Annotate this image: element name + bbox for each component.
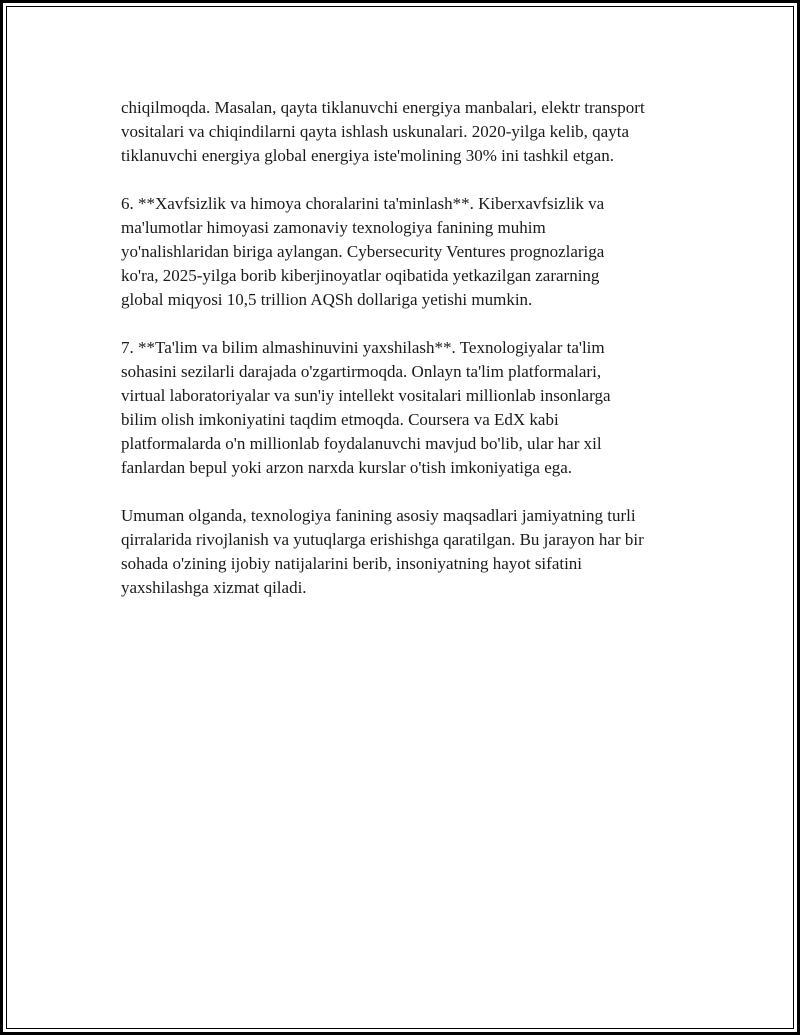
text-line: chiqilmoqda. Masalan, qayta tiklanuvchi energiya manbalari, elektr transport xyxy=(121,98,645,117)
paragraph-spacer xyxy=(121,312,701,336)
text-line: qirralarida rivojlanish va yutuqlarga erishishga qaratilgan. Bu jarayon har bir xyxy=(121,530,644,549)
text-line: tiklanuvchi energiya global energiya iste'molining 30% ini tashkil etgan. xyxy=(121,146,614,165)
paragraph-spacer xyxy=(121,168,701,192)
text-line: ko'ra, 2025-yilga borib kiberjinoyatlar oqibatida yetkazilgan zararning xyxy=(121,266,600,285)
text-line: fanlardan bepul yoki arzon narxda kurslar o'tish imkoniyatiga ega. xyxy=(121,458,573,477)
text-line: Umuman olganda, texnologiya fanining asosiy maqsadlari jamiyatning turli xyxy=(121,506,636,525)
text-line: global miqyosi 10,5 trillion AQSh dollariga yetishi mumkin. xyxy=(121,290,533,309)
text-line: virtual laboratoriyalar va sun'iy intellekt vositalari millionlab insonlarga xyxy=(121,386,611,405)
text-line: platformalarda o'n millionlab foydalanuvchi mavjud bo'lib, ular har xil xyxy=(121,434,602,453)
paragraph-cybersecurity xyxy=(121,192,701,312)
text-line: vositalari va chiqindilarni qayta ishlash uskunalari. 2020-yilga kelib, qayta xyxy=(121,122,629,141)
text-line: ma'lumotlar himoyasi zamonaviy texnologiya fanining muhim xyxy=(121,218,546,237)
text-line: yaxshilashga xizmat qiladi. xyxy=(121,578,307,597)
text-line: 7. **Ta'lim va bilim almashinuvini yaxshilash**. Texnologiyalar ta'lim xyxy=(121,338,605,357)
paragraph-renewable-energy xyxy=(121,96,701,168)
text-line: sohasini sezilarli darajada o'zgartirmoqda. Onlayn ta'lim platformalari, xyxy=(121,362,602,381)
paragraph-conclusion xyxy=(121,504,701,600)
paragraph-education xyxy=(121,336,701,480)
text-line: yo'nalishlaridan biriga aylangan. Cybersecurity Ventures prognozlariga xyxy=(121,242,605,261)
document-body xyxy=(121,96,701,600)
text-line: sohada o'zining ijobiy natijalarini berib, insoniyatning hayot sifatini xyxy=(121,554,583,573)
text-line: bilim olish imkoniyatini taqdim etmoqda. Coursera va EdX kabi xyxy=(121,410,559,429)
paragraph-spacer xyxy=(121,480,701,504)
text-line: 6. **Xavfsizlik va himoya choralarini ta'minlash**. Kiberxavfsizlik va xyxy=(121,194,605,213)
